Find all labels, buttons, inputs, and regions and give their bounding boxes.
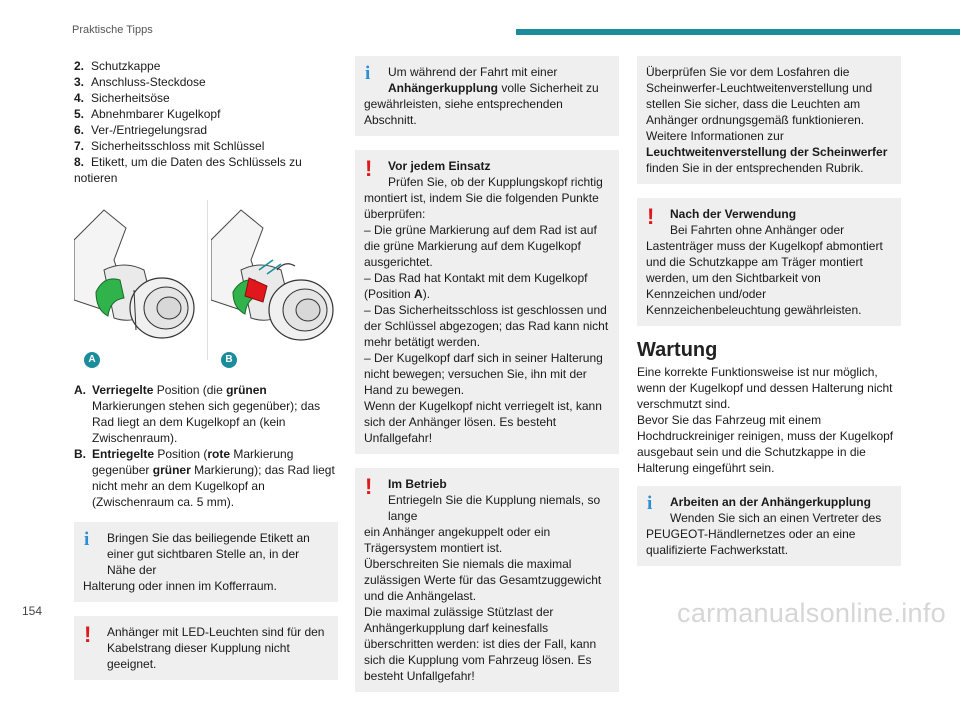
position-definitions <box>74 382 338 510</box>
header-accent-bar <box>516 29 960 35</box>
page-header-title: Praktische Tipps <box>72 24 153 36</box>
figure-label-a: A <box>84 352 100 368</box>
note-box-headlamp: Überprüfen Sie vor dem Losfahren die Scheinwerfer-Leuchtweitenverstellung und stellen Sie sicher, dass die Leuchten am Anhänger ordnungsgemäß funktionieren. Weitere Informationen zur Leuchtweitenverstellung der Scheinwerfer finden Sie in der entsprechenden Rubrik. <box>637 56 901 184</box>
page-number: 154 <box>22 604 43 618</box>
list-item: 8. Etikett, um die Daten des Schlüssels zu notieren <box>74 155 302 185</box>
warning-icon: ! <box>647 204 655 229</box>
box-title: Arbeiten an der Anhängerkupplung <box>670 495 871 509</box>
section-heading: Wartung <box>637 339 718 361</box>
box-title: Vor jedem Einsatz <box>388 159 491 173</box>
list-item: 4. Sicherheitsöse <box>74 91 170 105</box>
list-item: 7. Sicherheitsschloss mit Schlüssel <box>74 139 265 153</box>
warning-box-after-use: ! Nach der Verwendung Bei Fahrten ohne Anhänger oder Lastenträger muss der Kugelkopf abmontiert und die Schutzkappe am Träger montiert werden, um den Sichtbarkeit von Kennzeichen und/oder Kennzeichenbeleuchtung gewährleisten. <box>637 198 901 326</box>
box-title: Im Betrieb <box>388 477 447 491</box>
paragraph: Eine korrekte Funktionsweise ist nur möglich, wenn der Kugelkopf und dessen Halterung nicht verschmutzt sind. <box>637 365 893 411</box>
warning-icon: ! <box>365 156 373 181</box>
warning-icon: ! <box>365 474 373 499</box>
column-left <box>74 58 338 694</box>
warning-icon: ! <box>84 622 92 647</box>
list-item: 6. Ver-/Entriegelungsrad <box>74 123 208 137</box>
info-icon: i <box>365 63 371 84</box>
paragraph: Bevor Sie das Fahrzeug mit einem Hochdruckreiniger reinigen, muss der Kugelkopf ausgebaut sein und die Schutzkappe in die Halterung eingeführt sein. <box>637 413 894 475</box>
warning-box-operation: ! Im Betrieb Entriegeln Sie die Kupplung niemals, so lange ein Anhänger angekuppelt oder ein Trägersystem montiert ist. Überschreiten Sie niemals die maximal zulässigen Werte für das Gesamtzuggewicht und die Anhängelast. Die maximal zulässige Stützlast der Anhängerkupplung darf keinesfalls überschritten werden: ist dies der Fall, kann sich die Kupplung vom Fahrzeug lösen. Es besteht Unfallgefahr! <box>355 468 619 692</box>
info-box-workshop: i Arbeiten an der Anhängerkupplung Wenden Sie sich an einen Vertreter des PEUGEOT-Händlernetzes oder an eine qualifizierte Fachwerkstatt. <box>637 486 901 566</box>
info-icon: i <box>647 493 653 514</box>
parts-list <box>74 58 338 186</box>
warning-box-before-use: ! Vor jedem Einsatz Prüfen Sie, ob der Kupplungskopf richtig montiert ist, indem Sie die folgenden Punkte überprüfen: – Die grüne Markierung auf dem Rad ist auf die grüne Markierung auf dem Kugelkopf ausgerichtet. – Das Rad hat Kontakt mit dem Kugelkopf (Position A). – Das Sicherheitsschloss ist geschlossen und der Schlüssel abgezogen; das Rad kann nicht mehr betätigt werden. – Der Kugelkopf darf sich in seiner Halterung nicht bewegen; versuchen Sie, ihn mit der Hand zu bewegen. Wenn der Kugelkopf nicht verriegelt ist, kann sich der Anhänger lösen. Es besteht Unfallgefahr! <box>355 150 619 454</box>
column-right <box>637 58 901 580</box>
tow-ball-figures <box>74 200 338 370</box>
info-icon: i <box>84 529 90 550</box>
figure-unlocked-position <box>211 200 337 360</box>
info-box-safety: i Um während der Fahrt mit einer Anhängerkupplung volle Sicherheit zu gewährleisten, siehe entsprechenden Abschnitt. <box>355 56 619 136</box>
column-middle <box>355 58 619 706</box>
list-item: 3. Anschluss-Steckdose <box>74 75 206 89</box>
info-box-label: i Bringen Sie das beiliegende Etikett an einer gut sichtbaren Stelle an, in der Nähe der Halterung oder innen im Kofferraum. <box>74 522 338 602</box>
list-item: 2. Schutzkappe <box>74 59 161 73</box>
list-item: 5. Abnehmbarer Kugelkopf <box>74 107 221 121</box>
box-title: Nach der Verwendung <box>670 207 797 221</box>
definition-b: B. Entriegelte Position (rote Markierung gegenüber grüner Markierung); das Rad liegt nicht mehr an dem Kugelkopf an (Zwischenraum ca. 5 mm). <box>74 447 335 509</box>
figure-separator <box>207 200 208 360</box>
figure-locked-position <box>74 200 200 360</box>
figure-label-b: B <box>221 352 237 368</box>
definition-a: A. Verriegelte Position (die grünen Markierungen stehen sich gegenüber); das Rad liegt an dem Kugelkopf an (kein Zwischenraum). <box>74 383 321 445</box>
watermark: carmanualsonline.info <box>677 598 946 628</box>
warning-box-led: ! Anhänger mit LED-Leuchten sind für den Kabelstrang dieser Kupplung nicht geeignet. <box>74 616 338 680</box>
